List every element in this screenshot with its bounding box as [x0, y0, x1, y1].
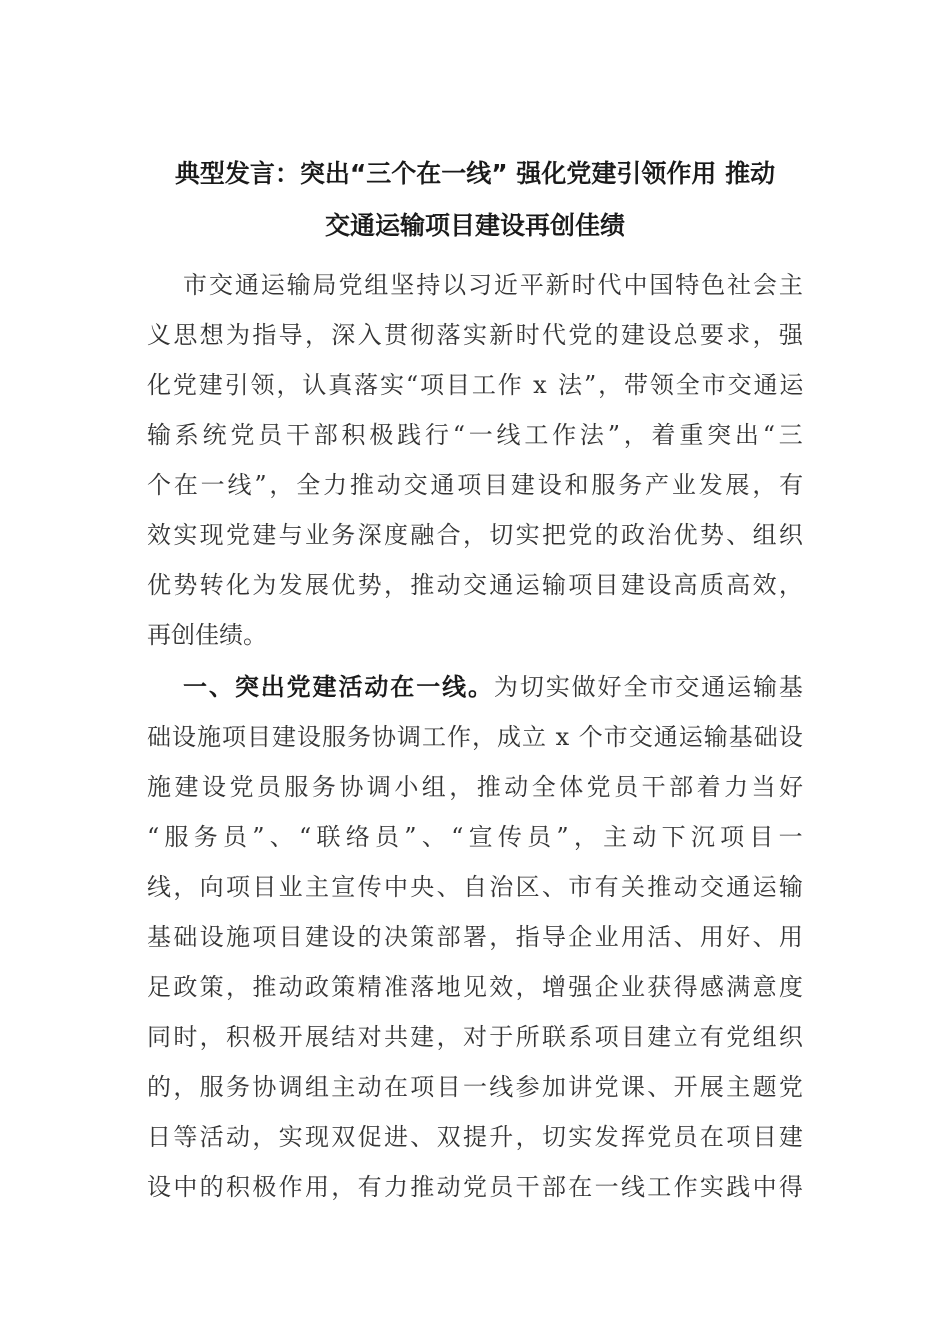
section1-line: 设中的积极作用，有力推动党员干部在一线工作实践中得	[147, 1173, 806, 1201]
section1-heading: 一、突出党建活动在一线。	[183, 673, 494, 701]
section1-first-line-text: 为切实做好全市交通运输基	[493, 673, 805, 701]
section1-line: 日等活动，实现双促进、双提升，切实发挥党员在项目建	[147, 1123, 806, 1151]
section1-line: 础设施项目建设服务协调工作，成立 x 个市交通运输基础设	[147, 723, 804, 751]
document-title-line-2: 交通运输项目建设再创佳绩	[324, 211, 625, 240]
document-title-line-1: 典型发言：突出“三个在一线” 强化党建引领作用 推动	[174, 159, 776, 188]
intro-line: 效实现党建与业务深度融合，切实把党的政治优势、组织	[147, 521, 806, 549]
intro-line: 化党建引领，认真落实“项目工作 x 法”，带领全市交通运	[147, 371, 806, 399]
intro-line: 输系统党员干部积极践行“一线工作法”，着重突出“三	[147, 421, 807, 449]
intro-line: 优势转化为发展优势，推动交通运输项目建设高质高效，	[147, 571, 806, 599]
section1-line: 基础设施项目建设的决策部署，指导企业用活、用好、用	[147, 923, 806, 951]
section1-line: 线，向项目业主宣传中央、自治区、市有关推动交通运输	[147, 873, 806, 901]
intro-line: 义思想为指导，深入贯彻落实新时代党的建设总要求，强	[147, 321, 806, 349]
section1-line: 足政策，推动政策精准落地见效，增强企业获得感满意度	[147, 973, 806, 1001]
intro-line: 市交通运输局党组坚持以习近平新时代中国特色社会主	[183, 271, 805, 299]
section1-line: 同时，积极开展结对共建，对于所联系项目建立有党组织	[147, 1023, 806, 1051]
section1-first-line	[183, 672, 805, 702]
section1-line: 施建设党员服务协调小组，推动全体党员干部着力当好	[147, 773, 807, 801]
section1-line: “服务员”、“联络员”、“宣传员”，主动下沉项目一	[147, 823, 808, 851]
intro-line: 再创佳绩。	[147, 621, 267, 649]
section1-line: 的，服务协调组主动在项目一线参加讲党课、开展主题党	[147, 1073, 806, 1101]
intro-line: 个在一线”，全力推动交通项目建设和服务产业发展，有	[147, 471, 807, 499]
